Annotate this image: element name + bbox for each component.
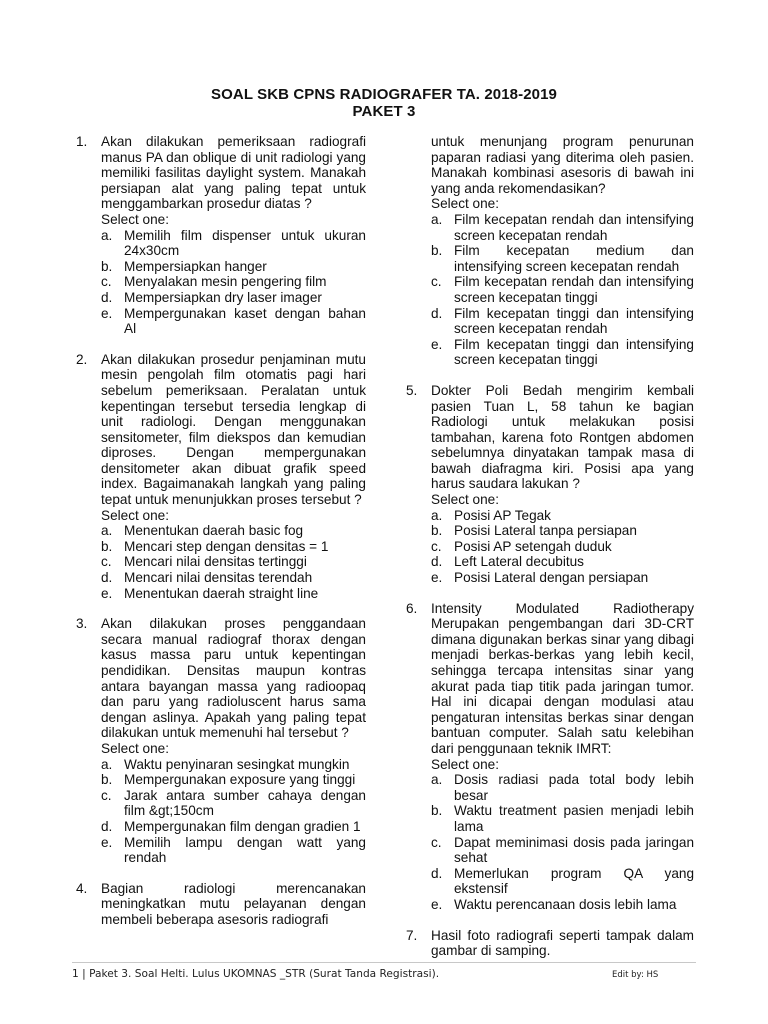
question-stem: Bagian radiologi merencanakan meningkatkan mutu pelayanan dengan membeli beberapa asesoris radiografi [101, 880, 366, 927]
answer-option [101, 554, 366, 570]
option-text: Film kecepatan medium dan intensifying screen kecepatan rendah [454, 243, 694, 274]
option-text: Jarak antara sumber cahaya dengan film &gt;150cm [124, 787, 366, 819]
right-column [406, 134, 694, 974]
select-one-label: Select one: [431, 492, 500, 508]
footer-separator: | [82, 968, 86, 980]
option-text: Menentukan daerah basic fog [124, 523, 304, 539]
option-text: Film kecepatan tinggi dan intensifying screen kecepatan rendah [454, 305, 694, 337]
question-stem: Dokter Poli Bedah mengirim kembali pasien Tuan L, 58 tahun ke bagian Radiologi untuk melakukan posisi tambahan, karena foto Rontgen abdomen sebelumnya dinyatakan tampak masa di bawah diafragma kiri. Posisi apa yang harus saudara lakukan ? [431, 382, 694, 492]
answer-options [431, 212, 694, 368]
option-letter: c. [431, 274, 442, 290]
question-number: 7. [406, 927, 418, 943]
answer-option [431, 337, 694, 368]
answer-option [101, 259, 366, 275]
option-text: Waktu perencanaan dosis lebih lama [454, 896, 677, 912]
option-letter: e. [431, 896, 443, 912]
option-text: Menentukan daerah straight line [124, 585, 319, 601]
answer-option [101, 772, 366, 788]
option-letter: e. [431, 570, 443, 586]
option-letter: c. [431, 834, 442, 850]
option-letter: c. [101, 787, 112, 803]
option-letter: e. [431, 336, 443, 352]
answer-option [431, 835, 694, 866]
question-stem: Intensity Modulated Radiotherapy Merupakan pengembangan dari 3D-CRT dimana digunakan berkas sinar yang dibagi menjadi berkas-berkas yang lebih kecil, sehingga tercapa intensitas sinar yang akurat pada tiap titik pada jaringan tumor. Hal ini dicapai dengan modulasi atau pengaturan intensitas berkas sinar dengan bantuan computer. Salah satu kelebihan dari penggunaan teknik IMRT: [431, 600, 694, 756]
option-text: Film kecepatan tinggi dan intensifying screen kecepatan tinggi [454, 336, 694, 368]
option-letter: a. [431, 772, 443, 788]
answer-option [101, 523, 366, 539]
option-letter: a. [101, 756, 113, 772]
option-text: Dapat meminimasi dosis pada jaringan sehat [454, 834, 694, 866]
option-letter: d. [101, 818, 113, 834]
answer-options [101, 523, 366, 601]
option-letter: c. [101, 554, 112, 570]
question-number: 2. [76, 351, 88, 367]
answer-option [431, 508, 694, 524]
option-text: Waktu treatment pasien menjadi lebih lama [454, 803, 694, 834]
question-item [76, 616, 366, 866]
option-text: Posisi AP setengah duduk [454, 538, 612, 554]
question-item [406, 383, 694, 586]
question-number: 4. [76, 880, 88, 896]
answer-option [101, 788, 366, 819]
answer-options [431, 508, 694, 586]
option-letter: d. [431, 305, 443, 321]
option-text: Waktu penyinaran sesingkat mungkin [124, 756, 350, 772]
answer-options [101, 757, 366, 866]
select-one-label: Select one: [431, 196, 500, 212]
answer-options [431, 772, 694, 912]
answer-option [431, 772, 694, 803]
question-item [76, 352, 366, 602]
option-text: Mencari nilai densitas tertinggi [124, 554, 307, 570]
question-item [76, 881, 366, 928]
option-text: Mempersiapkan dry laser imager [124, 289, 322, 305]
option-letter: a. [431, 507, 443, 523]
option-text: Film kecepatan rendah dan intensifying screen kecepatan tinggi [454, 274, 694, 305]
footer-edit-credit: Edit by: HS [612, 970, 659, 980]
question-stem: Hasil foto radiografi seperti tampak dalam gambar di samping. [431, 927, 694, 959]
option-text: Mempersiapkan hanger [124, 258, 267, 274]
option-letter: b. [101, 772, 113, 788]
question-number: 6. [406, 600, 418, 616]
answer-option [431, 306, 694, 337]
option-text: Mempergunakan exposure yang tinggi [124, 772, 356, 788]
question-item [76, 134, 366, 337]
left-column [76, 134, 366, 943]
option-letter: e. [101, 305, 113, 321]
answer-option [101, 306, 366, 337]
option-letter: a. [101, 227, 113, 243]
answer-options [101, 228, 366, 337]
option-text: Memilih film dispenser untuk ukuran 24x30cm [124, 227, 366, 259]
question-stem: Akan dilakukan prosedur penjaminan mutu mesin pengolah film otomatis pagi hari sebelum pemeriksaan. Peralatan untuk kepentingan tersebut tersedia lengkap di unit radiologi. Dengan menggunakan sensitometer, film diekspos dan kemudian diproses. Dengan mempergunakan densitometer akan dibuat grafik speed index. Bagaimanakah langkah yang paling tepat untuk menunjukkan proses tersebut ? [101, 351, 366, 508]
option-text: Left Lateral decubitus [454, 554, 584, 570]
option-letter: c. [101, 274, 112, 290]
option-text: Posisi Lateral dengan persiapan [454, 570, 649, 586]
option-text: Mempergunakan film dengan gradien 1 [124, 818, 361, 834]
answer-option [431, 897, 694, 913]
option-letter: e. [101, 585, 113, 601]
option-text: Posisi Lateral tanpa persiapan [454, 523, 637, 539]
question-item [406, 601, 694, 913]
select-one-label: Select one: [101, 211, 170, 227]
option-text: Film kecepatan rendah dan intensifying screen kecepatan rendah [454, 211, 694, 243]
answer-option [431, 570, 694, 586]
select-one-label: Select one: [431, 756, 500, 772]
question-number: 3. [76, 616, 88, 632]
answer-option [101, 539, 366, 555]
answer-option [101, 586, 366, 602]
answer-option [431, 212, 694, 243]
answer-option [101, 274, 366, 290]
option-letter: b. [431, 523, 443, 539]
answer-option [431, 554, 694, 570]
question-number: 5. [406, 382, 418, 398]
question-item [406, 928, 694, 959]
option-text: Mempergunakan kaset dengan bahan Al [124, 305, 366, 337]
option-text: Mencari nilai densitas terendah [124, 570, 313, 586]
answer-option [101, 570, 366, 586]
option-letter: d. [101, 289, 113, 305]
select-one-label: Select one: [101, 740, 170, 756]
answer-option [431, 866, 694, 897]
option-letter: d. [431, 554, 443, 570]
question-stem: Akan dilakukan proses penggandaan secara manual radiograf thorax dengan kasus massa paru untuk kepentingan pendidikan. Densitas maupun kontras antara bayangan massa yang radioopaq dan paru yang radioluscent harus sama dengan aslinya. Apakah yang paling tepat dilakukan untuk memenuhi hal tersebut ? [101, 616, 366, 741]
option-letter: e. [101, 834, 113, 850]
option-text: Memerlukan program QA yang ekstensif [454, 865, 694, 897]
page-footer [72, 962, 696, 981]
answer-option [431, 523, 694, 539]
option-text: Dosis radiasi pada total body lebih besar [454, 772, 694, 803]
answer-option [101, 228, 366, 259]
footer-text: Paket 3. Soal Helti. Lulus UKOMNAS _STR (Surat Tanda Registrasi). [89, 968, 440, 980]
option-text: Memilih lampu dengan watt yang rendah [124, 834, 366, 866]
answer-option [101, 835, 366, 866]
option-letter: a. [101, 523, 113, 539]
question-stem: untuk menunjang program penurunan paparan radiasi yang diterima oleh pasien. Manakah kombinasi asesoris di bawah ini yang anda rekomendasikan? [431, 134, 694, 196]
option-letter: a. [431, 211, 443, 227]
option-letter: b. [431, 243, 443, 259]
title-line-1: SOAL SKB CPNS RADIOGRAFER TA. 2018-2019 [211, 86, 557, 103]
answer-option [431, 243, 694, 274]
select-one-label: Select one: [101, 507, 170, 523]
answer-option [101, 757, 366, 773]
option-letter: b. [101, 258, 113, 274]
answer-option [431, 803, 694, 834]
question-continuation [406, 134, 694, 368]
answer-option [431, 274, 694, 305]
option-letter: b. [101, 538, 113, 554]
answer-option [431, 539, 694, 555]
option-letter: d. [101, 570, 113, 586]
answer-option [101, 819, 366, 835]
option-text: Posisi AP Tegak [454, 507, 551, 523]
option-letter: d. [431, 865, 443, 881]
question-number: 1. [76, 134, 88, 149]
footer-page-number: 1 [72, 968, 79, 980]
answer-option [101, 290, 366, 306]
title-line-2: PAKET 3 [352, 103, 416, 120]
question-stem: Akan dilakukan pemeriksaan radiografi manus PA dan oblique di unit radiologi yang memiliki fasilitas daylight system. Manakah persiapan alat yang paling tepat untuk menggambarkan prosedur diatas ? [101, 134, 366, 212]
option-letter: c. [431, 538, 442, 554]
option-text: Menyalakan mesin pengering film [124, 274, 327, 290]
option-text: Mencari step dengan densitas = 1 [124, 538, 329, 554]
page-title [0, 86, 768, 120]
option-letter: b. [431, 803, 443, 819]
